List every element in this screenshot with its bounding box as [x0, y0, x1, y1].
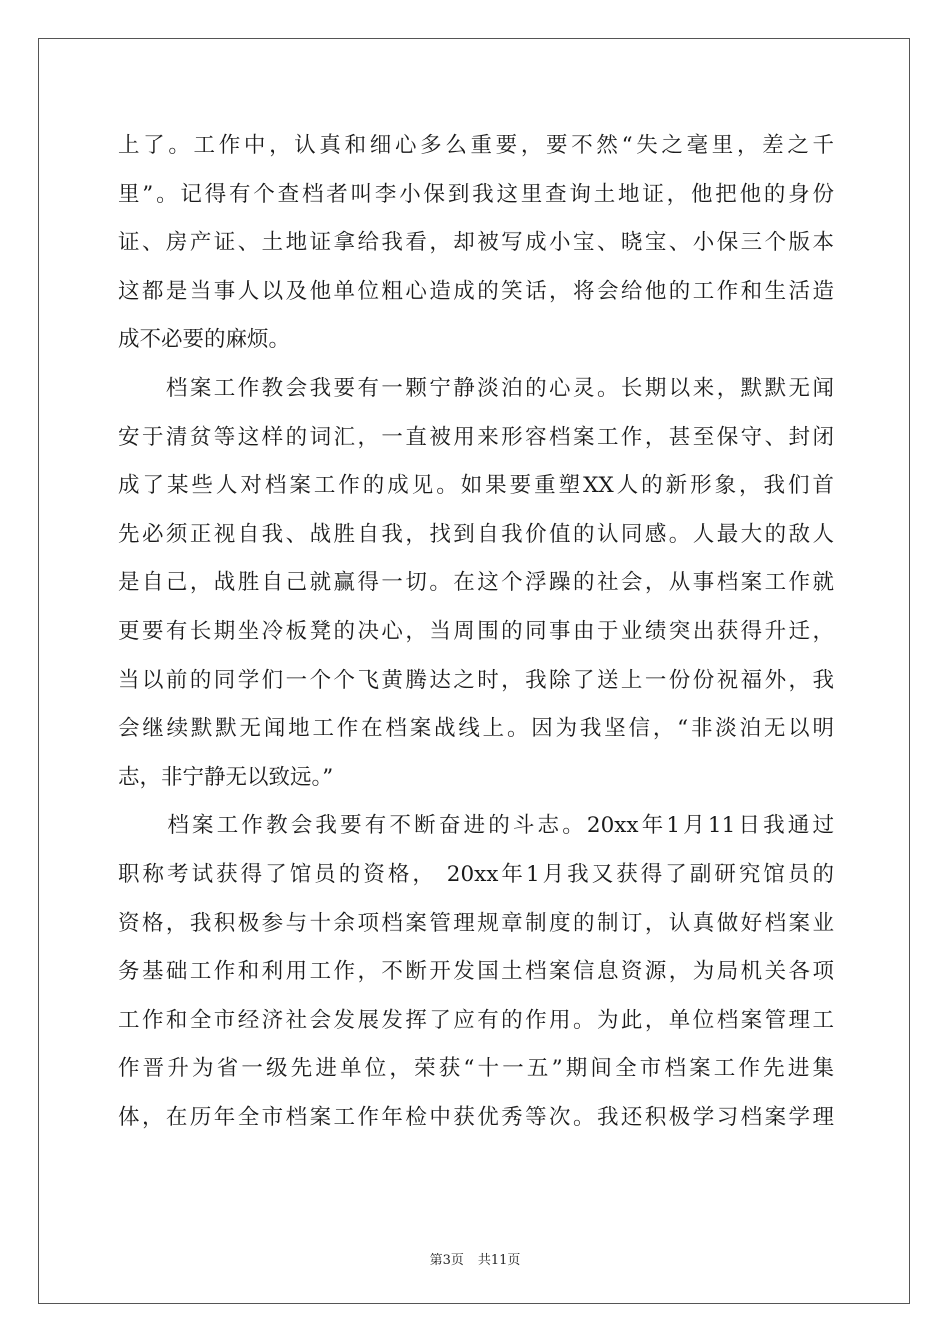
text-line: 先必须正视自我、战胜自我，找到自我价值的认同感。人最大的敌人 [118, 521, 834, 547]
text-line: 档案工作教会我要有不断奋进的斗志。20xx年1月11日我通过 [118, 813, 834, 839]
text-line: 里”。记得有个查档者叫李小保到我这里查询土地证，他把他的身份 [118, 181, 834, 207]
text-line: 证、房产证、土地证拿给我看，却被写成小宝、晓宝、小保三个版本 [118, 230, 834, 256]
text-line: 志，非宁静无以致远。” [118, 764, 334, 790]
text-line: 体，在历年全市档案工作年检中获优秀等次。我还积极学习档案学理 [118, 1104, 834, 1130]
text-line: 是自己，战胜自己就赢得一切。在这个浮躁的社会，从事档案工作就 [118, 570, 834, 596]
text-line: 工作和全市经济社会发展发挥了应有的作用。为此，单位档案管理工 [118, 1007, 834, 1033]
document-body [118, 122, 834, 1142]
text-line: 成不必要的麻烦。 [118, 327, 291, 353]
text-line: 会继续默默无闻地工作在档案战线上。因为我坚信，“非淡泊无以明 [118, 716, 834, 742]
text-line: 当以前的同学们一个个飞黄腾达之时，我除了送上一份份祝福外，我 [118, 667, 834, 693]
text-line: 上了。工作中，认真和细心多么重要，要不然“失之毫里，差之千 [118, 133, 834, 158]
text-line: 务基础工作和利用工作，不断开发国土档案信息资源，为局机关各项 [118, 959, 834, 985]
page-footer [0, 1249, 950, 1268]
text-line: 作晋升为省一级先进单位，荣获“十一五”期间全市档案工作先进集 [118, 1056, 834, 1082]
text-line: 更要有长期坐冷板凳的决心，当周围的同事由于业绩突出获得升迁， [118, 618, 834, 644]
text-line: 这都是当事人以及他单位粗心造成的笑话，将会给他的工作和生活造 [118, 278, 834, 304]
page-total: 共11页 [477, 1253, 521, 1268]
text-line: 成了某些人对档案工作的成见。如果要重塑XX人的新形象，我们首 [118, 473, 834, 499]
text-line: 职称考试获得了馆员的资格， 20xx年1月我又获得了副研究馆员的 [118, 861, 834, 887]
text-line: 安于清贫等这样的词汇，一直被用来形容档案工作，甚至保守、封闭 [118, 424, 834, 450]
text-line: 档案工作教会我要有一颗宁静淡泊的心灵。长期以来，默默无闻 [118, 375, 834, 401]
page-number: 第3页 [429, 1253, 464, 1268]
text-line: 资格，我积极参与十余项档案管理规章制度的制订，认真做好档案业 [118, 910, 834, 936]
